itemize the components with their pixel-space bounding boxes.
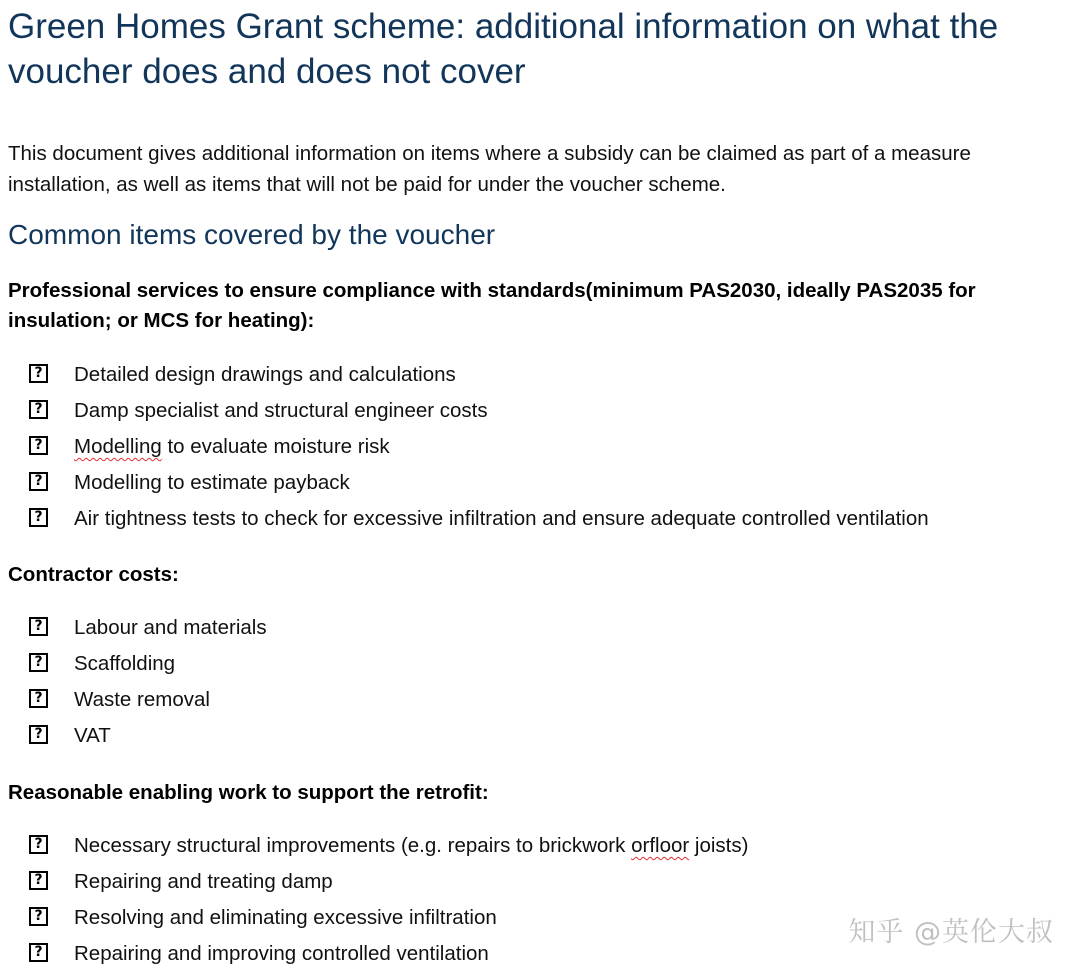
missing-glyph-icon: ?: [29, 943, 48, 962]
list-item-text: Damp specialist and structural engineer costs: [74, 399, 488, 422]
missing-glyph-icon: ?: [29, 653, 48, 672]
document-title: Green Homes Grant scheme: additional information on what the voucher does and does not cover: [8, 7, 999, 91]
missing-glyph-icon: ?: [29, 508, 48, 527]
missing-glyph-icon: ?: [29, 472, 48, 491]
list-item-text: Waste removal: [74, 688, 210, 711]
intro-paragraph: This document gives additional information on items where a subsidy can be claimed as part of a measure installation, as well as items that will not be paid for under the voucher scheme.: [8, 142, 971, 196]
list-item-text: [74, 429, 390, 465]
missing-glyph-icon: ?: [29, 364, 48, 383]
group-heading-enabling-work: Reasonable enabling work to support the retrofit:: [8, 781, 489, 804]
missing-glyph-icon: ?: [29, 871, 48, 890]
spellcheck-flagged-word: orfloor: [631, 834, 690, 857]
missing-glyph-icon: ?: [29, 835, 48, 854]
list-item-text: VAT: [74, 724, 111, 747]
missing-glyph-icon: ?: [29, 689, 48, 708]
list-item-text: Scaffolding: [74, 652, 176, 675]
list-item-text-start: Necessary structural improvements (e.g. repairs to brickwork: [74, 834, 632, 857]
list-item-text: Modelling to estimate payback: [74, 471, 350, 494]
group-heading-professional-services: Professional services to ensure compliance with standards(minimum PAS2030, ideally PAS2035 for insulation; or MCS for heating):: [8, 279, 976, 332]
list-item-text: Detailed design drawings and calculations: [74, 363, 456, 386]
group-heading-contractor-costs: Contractor costs:: [8, 563, 179, 586]
missing-glyph-icon: ?: [29, 400, 48, 419]
missing-glyph-icon: ?: [29, 725, 48, 744]
list-item-text: Labour and materials: [74, 616, 267, 639]
watermark-text: 知乎 @英伦大叔: [848, 917, 1054, 948]
spellcheck-flagged-word: Modelling: [74, 435, 162, 458]
list-item-text: Repairing and treating damp: [74, 870, 333, 893]
list-item-text: Resolving and eliminating excessive infiltration: [74, 906, 497, 929]
list-item-text-end: joists): [689, 834, 749, 857]
missing-glyph-icon: ?: [29, 907, 48, 926]
missing-glyph-icon: ?: [29, 436, 48, 455]
list-item-text: Air tightness tests to check for excessive infiltration and ensure adequate controlled ventilation: [74, 507, 929, 530]
list-item-text: Repairing and improving controlled ventilation: [74, 942, 489, 965]
section-heading: Common items covered by the voucher: [8, 219, 496, 250]
list-item-text: [74, 828, 748, 864]
missing-glyph-icon: ?: [29, 617, 48, 636]
list-item-text-end: to evaluate moisture risk: [161, 435, 390, 458]
